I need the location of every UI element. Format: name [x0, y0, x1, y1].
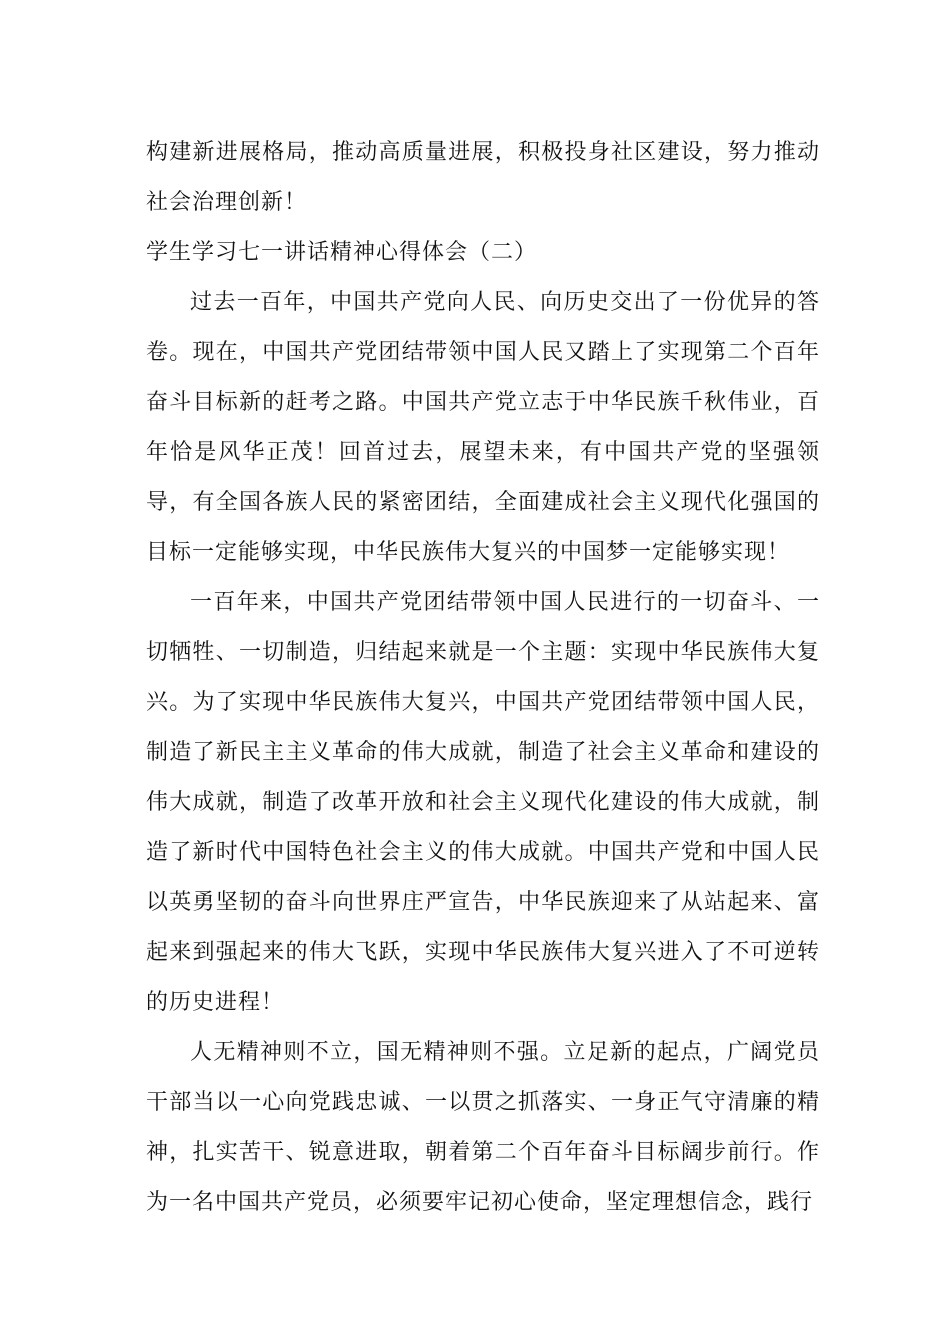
document-body	[146, 128, 820, 1228]
section-title: 学生学习七一讲话精神心得体会（二）	[146, 240, 538, 265]
continuation-paragraph: 构建新进展格局，推动高质量进展，积极投身社区建设，努力推动社会治理创新！	[146, 140, 820, 215]
body-paragraph-2: 一百年来，中国共产党团结带领中国人民进行的一切奋斗、一切牺牲、一切制造，归结起来就是一个主题：实现中华民族伟大复兴。为了实现中华民族伟大复兴，中国共产党团结带领中国人民，制造了新民主主义革命的伟大成就，制造了社会主义革命和建设的伟大成就，制造了改革开放和社会主义现代化建设的伟大成就，制造了新时代中国特色社会主义的伟大成就。中国共产党和中国人民以英勇坚韧的奋斗向世界庄严宣告，中华民族迎来了从站起来、富起来到强起来的伟大飞跃，实现中华民族伟大复兴进入了不可逆转的历史进程！	[146, 590, 820, 1015]
body-paragraph-1: 过去一百年，中国共产党向人民、向历史交出了一份优异的答卷。现在，中国共产党团结带领中国人民又踏上了实现第二个百年奋斗目标新的赶考之路。中国共产党立志于中华民族千秋伟业，百年恰是风华正茂！回首过去，展望未来，有中国共产党的坚强领导，有全国各族人民的紧密团结，全面建成社会主义现代化强国的目标一定能够实现，中华民族伟大复兴的中国梦一定能够实现！	[146, 290, 820, 565]
body-paragraph-3: 人无精神则不立，国无精神则不强。立足新的起点，广阔党员干部当以一心向党践忠诚、一以贯之抓落实、一身正气守清廉的精神，扎实苦干、锐意进取，朝着第二个百年奋斗目标阔步前行。作为一名中国共产党员，必须要牢记初心使命，坚定理想信念，践行	[146, 1040, 820, 1215]
